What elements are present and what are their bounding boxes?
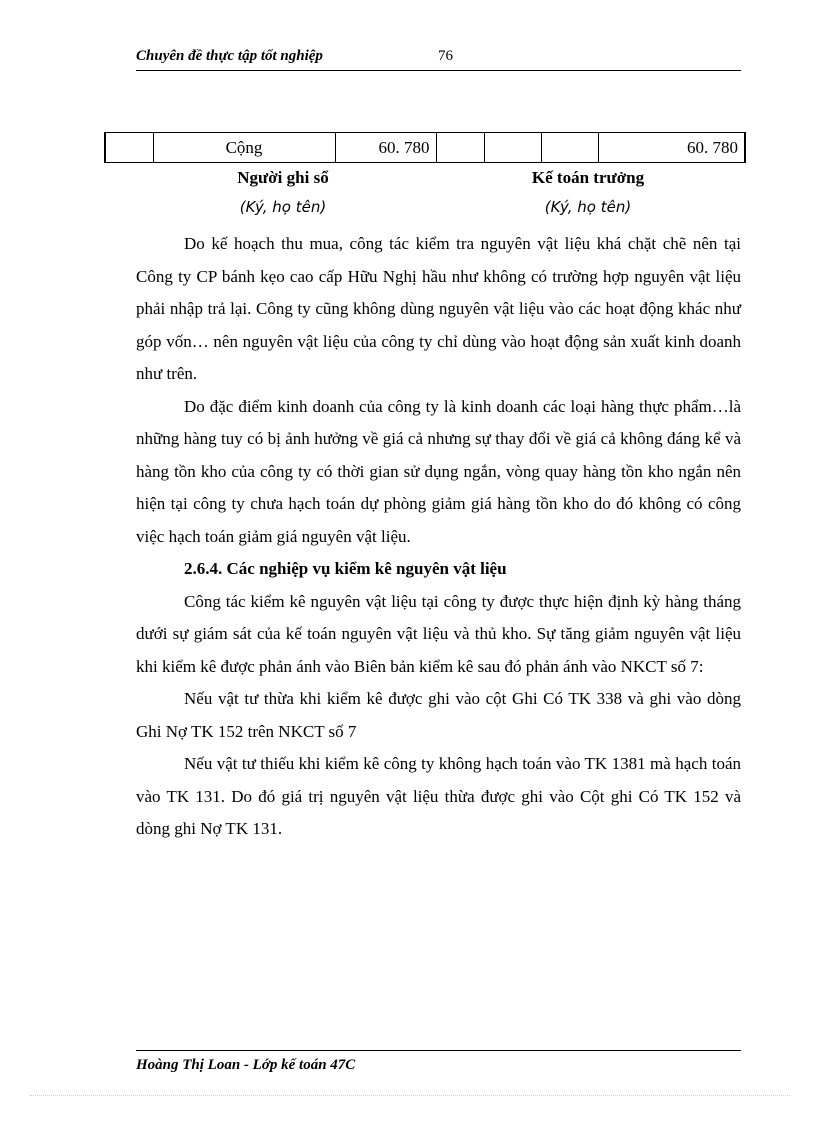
body-text [136, 228, 741, 846]
paragraph: Do đặc điểm kinh doanh của công ty là kinh doanh các loại hàng thực phẩm…là những hàng tuy có bị ảnh hưởng về giá cả nhưng sự thay đổi về giá cả không đáng kể và hàng tồn kho của công ty có thời gian sử dụng ngắn, vòng quay hàng tồn kho ngắn nên hiện tại công ty chưa hạch toán dự phòng giảm giá hàng tồn kho do đó không có công việc hạch toán giảm giá nguyên vật liệu. [136, 396, 741, 546]
table-cell-value-1: 60. 780 [335, 133, 436, 163]
paragraph: Do kế hoạch thu mua, công tác kiểm tra nguyên vật liệu khá chặt chẽ nên tại Công ty CP bánh kẹo cao cấp Hữu Nghị hầu như không có trường hợp nguyên vật liệu phải nhập trả lại. Công ty cũng không dùng nguyên vật liệu vào các hoạt động khác như góp vốn… nên nguyên vật liệu của công ty chỉ dùng vào hoạt động sản xuất kinh doanh như trên. [136, 234, 741, 383]
header-title: Chuyên đề thực tập tốt nghiệp [136, 48, 323, 64]
signature-left-title: Người ghi sổ [237, 168, 329, 187]
table-cell-empty [436, 133, 484, 163]
signature-left [163, 168, 403, 216]
signature-left-sub: (Ký, họ tên) [239, 198, 327, 216]
table-cell-empty [484, 133, 541, 163]
section-heading: 2.6.4. Các nghiệp vụ kiểm kê nguyên vật liệu [184, 559, 507, 578]
table-cell-empty [541, 133, 598, 163]
paragraph: Nếu vật tư thừa khi kiểm kê được ghi vào cột Ghi Có TK 338 và ghi vào dòng Ghi Nợ TK 152 trên NKCT số 7 [136, 689, 741, 741]
page-header [136, 48, 741, 71]
page-bottom-divider [30, 1095, 790, 1096]
table-cell-empty [105, 133, 153, 163]
paragraph: Nếu vật tư thiếu khi kiểm kê công ty không hạch toán vào TK 1381 mà hạch toán vào TK 131. Do đó giá trị nguyên vật liệu thừa được ghi vào Cột ghi Có TK 152 và dòng ghi Nợ TK 131. [136, 754, 741, 838]
table-cell-label: Cộng [153, 133, 335, 163]
signature-right-sub: (Ký, họ tên) [544, 198, 632, 216]
page-number: 76 [438, 48, 453, 64]
table-cell-value-2: 60. 780 [598, 133, 745, 163]
page-footer [136, 1050, 741, 1074]
summary-table [104, 132, 746, 163]
signature-right [468, 168, 708, 216]
signature-right-title: Kế toán trưởng [531, 168, 645, 187]
paragraph: Công tác kiểm kê nguyên vật liệu tại công ty được thực hiện định kỳ hàng tháng dưới sự giám sát của kế toán nguyên vật liệu và thủ kho. Sự tăng giảm nguyên vật liệu khi kiểm kê được phản ánh vào Biên bản kiểm kê sau đó phản ánh vào NKCT số 7: [136, 591, 741, 676]
footer-text: Hoàng Thị Loan - Lớp kế toán 47C [136, 1057, 356, 1073]
table-row [105, 133, 745, 163]
